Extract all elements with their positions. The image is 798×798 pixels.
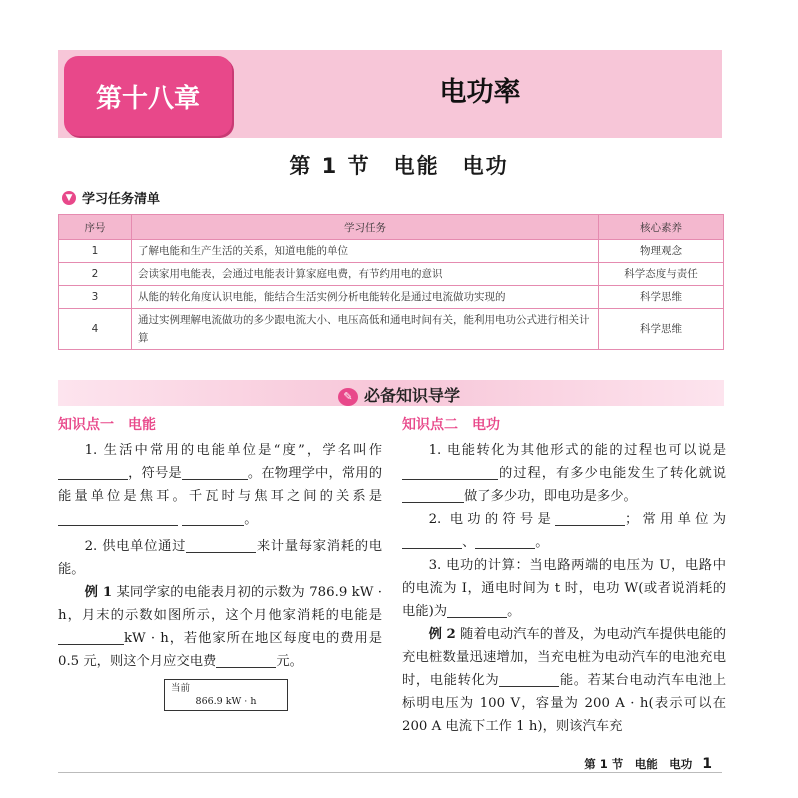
answer-blank[interactable] [58, 629, 124, 645]
answer-blank[interactable] [58, 510, 178, 526]
answer-blank[interactable] [555, 510, 625, 526]
answer-blank[interactable] [475, 533, 535, 549]
answer-blank[interactable] [402, 487, 464, 503]
answer-blank[interactable] [402, 464, 498, 480]
question-paragraph [402, 439, 726, 508]
answer-blank[interactable] [58, 464, 128, 480]
table-row [59, 286, 724, 309]
row-task: 通过实例理解电流做功的多少跟电流大小、电压高低和通电时间有关，能利用电功公式进行相关计算 [132, 309, 599, 350]
chapter-label: 第十八章 [64, 56, 232, 136]
left-column [58, 414, 382, 711]
text-run: 1. 电能转化为其他形式的能的过程也可以说是 [428, 443, 726, 458]
text-run: 。 [244, 512, 258, 527]
col-header-task: 学习任务 [132, 215, 599, 240]
row-no: 1 [59, 240, 132, 263]
task-table [58, 214, 724, 350]
col-header-literacy: 核心素养 [599, 215, 724, 240]
row-literacy: 物理观念 [599, 240, 724, 263]
question-paragraph [58, 535, 382, 581]
page-number: 1 [702, 756, 712, 772]
row-no: 3 [59, 286, 132, 309]
knowledge-heading [0, 383, 798, 406]
example-label: 例 1 [84, 585, 113, 600]
answer-blank[interactable] [182, 510, 244, 526]
answer-blank[interactable] [447, 602, 507, 618]
row-task: 会读家用电能表，会通过电能表计算家庭电费，有节约用电的意识 [132, 263, 599, 286]
footer-text: 第 1 节 电能 电功 [584, 757, 693, 771]
text-run: ，符号是 [128, 466, 182, 481]
text-run: 能。若某台电动汽车电池上标明电压为 100 V，容量为 200 A · h(表示可以在 200 A 电流下工作 1 h)，则该汽车充 [402, 673, 727, 734]
text-run: 。 [507, 604, 521, 619]
text-run: 、 [462, 535, 476, 550]
question-paragraph [402, 554, 726, 623]
example-paragraph [402, 623, 726, 738]
text-run: 。在物理学中，常用的能量单位是焦耳。千瓦时与焦耳之间的关系是 [58, 466, 383, 504]
text-run: 来计量每家消耗的电能。 [58, 539, 383, 577]
question-paragraph [402, 508, 726, 554]
table-row [59, 309, 724, 350]
meter-label: 当前 [171, 683, 191, 694]
text-run: 3. 电功的计算：当电路两端的电压为 U，电路中的电流为 I，通电时间为 t 时，电功 W(或者说消耗的电能)为 [402, 558, 726, 619]
task-list-heading [62, 188, 160, 207]
chapter-title: 电功率 [439, 77, 521, 108]
text-run: kW · h，若他家所在地区每度电的费用是 0.5 元，则这个月应交电费 [58, 631, 382, 669]
meter-display [164, 679, 288, 711]
row-literacy: 科学态度与责任 [599, 263, 724, 286]
text-run: 某同学家的电能表月初的示数为 786.9 kW · h，月末的示数如图所示，这个月他家消耗的电能是 [58, 585, 382, 623]
row-task: 了解电能和生产生活的关系，知道电能的单位 [132, 240, 599, 263]
example-paragraph [58, 581, 382, 673]
answer-blank[interactable] [216, 652, 276, 668]
task-list-heading-text: 学习任务清单 [82, 192, 161, 207]
row-literacy: 科学思维 [599, 309, 724, 350]
answer-blank[interactable] [182, 464, 248, 480]
example-label: 例 2 [428, 627, 456, 642]
row-no: 4 [59, 309, 132, 350]
table-row [59, 263, 724, 286]
text-run: 元。 [276, 654, 303, 669]
meter-value: 866.9 kW · h [195, 696, 257, 707]
question-paragraph [58, 439, 382, 531]
section-title: 第 1 节 电能 电功 [289, 154, 509, 178]
page-footer [584, 756, 712, 772]
answer-blank[interactable] [499, 671, 559, 687]
text-run: 随着电动汽车的普及，为电动汽车提供电能的充电桩数量迅速增加，当充电桩为电动汽车的电池充电时，电能转化为 [402, 627, 726, 688]
knowledge-heading-text: 必备知识导学 [363, 386, 460, 405]
answer-blank[interactable] [402, 533, 462, 549]
text-run: 1. 生活中常用的电能单位是“度”，学名叫作 [84, 443, 382, 458]
row-no: 2 [59, 263, 132, 286]
answer-blank[interactable] [186, 537, 256, 553]
text-run: 2. 电功的符号是 [428, 512, 555, 527]
right-column [402, 414, 726, 738]
chevron-down-icon: ▼ [62, 191, 76, 205]
book-icon: ✎ [338, 388, 358, 406]
row-literacy: 科学思维 [599, 286, 724, 309]
footer-divider [58, 772, 722, 773]
text-run: 。 [535, 535, 549, 550]
col-header-no: 序号 [59, 215, 132, 240]
row-task: 从能的转化角度认识电能，能结合生活实例分析电能转化是通过电流做功实现的 [132, 286, 599, 309]
text-run: 做了多少功，即电功是多少。 [464, 489, 637, 504]
knowledge-point-title: 知识点一 电能 [58, 417, 156, 433]
text-run: ；常用单位为 [625, 512, 726, 527]
knowledge-point-title: 知识点二 电功 [402, 417, 500, 433]
table-row [59, 240, 724, 263]
text-run: 的过程，有多少电能发生了转化就说 [498, 466, 726, 481]
text-run: 2. 供电单位通过 [84, 539, 187, 554]
